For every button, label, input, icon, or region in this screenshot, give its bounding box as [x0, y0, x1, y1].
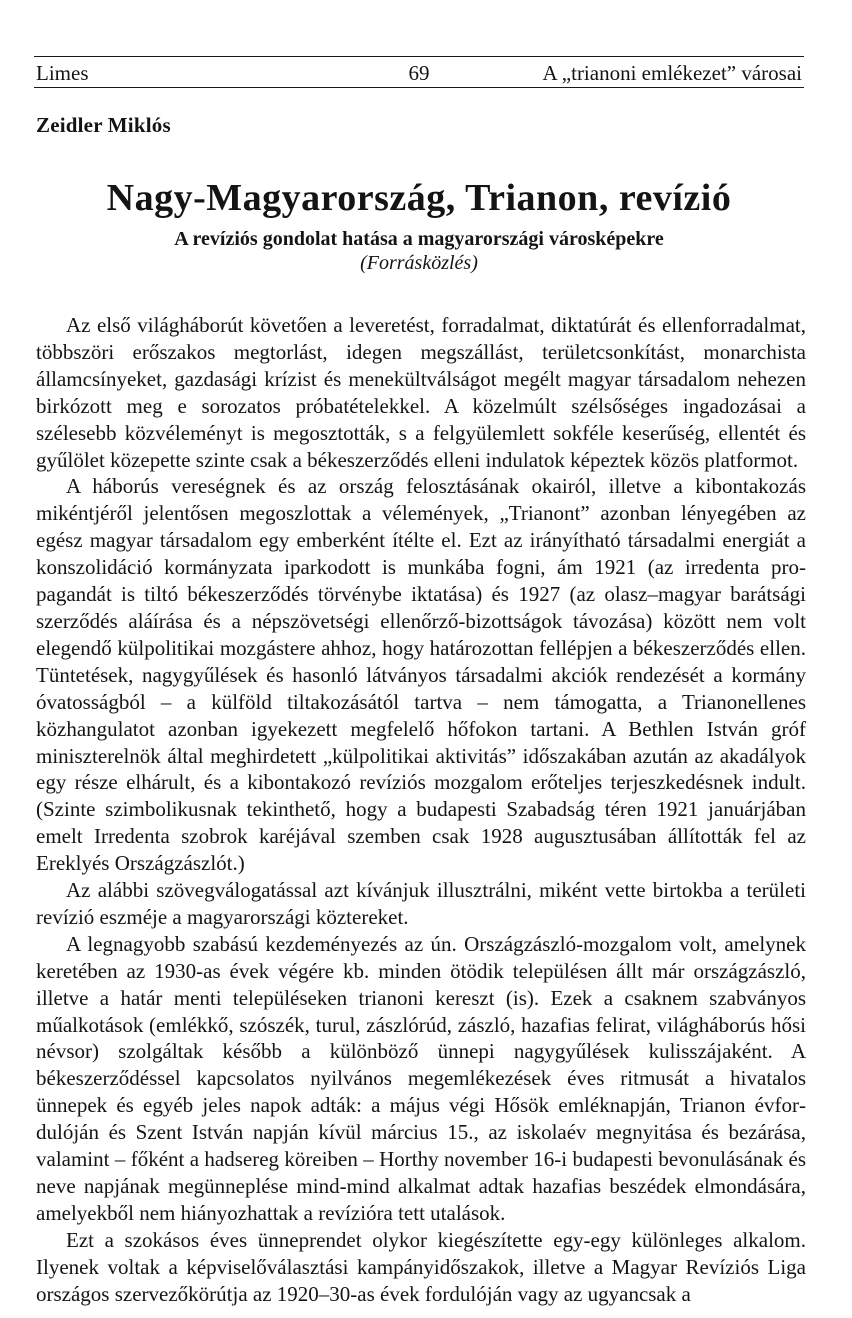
article-title: Nagy-Magyarország, Trianon, revízió [106, 177, 732, 219]
page-number: 69 [408, 61, 430, 85]
body-paragraph: A háborús vereségnek és az ország felosztásának okairól, illetve a kibontakozás mikéntjéről jelentősen megoszlottak a vélemények, „Trianont” azonban lényegében az egész magyar társadalom egy emberként ítélte el. Ezt az irányítható társadalmi energiát a konszolidáció kormányzata iparkodott is munkába fogni, ám 1921 (az irredenta propagandát is tiltó békeszerződés törvénybe iktatása) és 1927 (az olasz–magyar barátsági szerződés aláírása és a népszövetségi ellenőrző-bizottságok távozása) között nem volt elegendő külpolitikai mozgástere ahhoz, hogy határozottan fellépjen a békeszerződés ellen. Tüntetések, nagygyűlések és hasonló látványos társadalmi akciók rendezését a kormány óvatosságból – a külföld tiltakozásától tartva – nem támogatta, a Trianonellenes közhangulatot azonban igyekezett megfelelő hőfokon tartani. A Bethlen István gróf miniszterelnök által meghirdetett „külpolitikai aktivitás” időszakában azután az akadályok egy része elhárult, és a kibontakozó revíziós mozgalom erőteljes terjeszkedésnek indult. (Szinte szimbolikusnak tekinthető, hogy a budapesti Szabadság téren 1921 januárjában emelt Irredenta szobrok karéjával szemben csak 1928 augusztusában állították fel az Ereklyés Országzászlót.) [36, 474, 806, 876]
body-paragraph: Az alábbi szövegválogatással azt kívánjuk illusztrálni, miként vette birtokba a területi revízió eszméje a magyarországi köztereket. [36, 878, 806, 929]
body-paragraph: Az első világháborút követően a leveretést, forradalmat, diktatúrát és ellenforradalmat, többszöri erőszakos megtorlást, idegen megszállást, területcsonkítást, monarchista államcsínyeket, gazdasági krízist és menekültválságot megélt magyar társadalom nehezen birkózott meg e sorozatos próbatételekkel. A közelmúlt szélsőséges ingadozásai a szélesebb közvéleményt is megosztották, s a felgyülemlett sokféle keserűség, ellentét és gyűlölet közepette szinte csak a békeszerződés elleni indulatok képeztek közös platformot. [36, 313, 806, 472]
article-author: Zeidler Miklós [36, 113, 171, 137]
article-subtitle: A revíziós gondolat hatása a magyarországi városképekre [174, 228, 664, 250]
article-genre: (Forrásközlés) [360, 252, 478, 274]
running-header [34, 56, 804, 88]
issue-title: A „trianoni emlékezet” városai [542, 61, 802, 85]
journal-name: Limes [36, 61, 89, 85]
article-body [36, 312, 806, 1308]
body-paragraph: A legnagyobb szabású kezdeményezés az ún. Országzászló-mozgalom volt, amelynek keretében az 1930-as évek végére kb. minden ötödik településen állt már országzászló, illetve a határ menti településeken trianoni kereszt (is). Ezek a csaknem szabványos műalkotások (emlékkő, szószék, turul, zászlórúd, zászló, hazafias felirat, világháborús hősi névsor) szolgáltak később a különböző ünnepi nagygyűlések kulisszájaként. A békeszerződéssel kapcsolatos nyilvános megemlékezések éves ritmusát a hivatalos ünnepek és egyéb jeles napok adták: a május végi Hősök emléknapján, Trianon évfordulóján és Szent István napján kívül március 15., az iskolaév megnyitása és bezárása, valamint – főként a hadsereg köreiben – Horthy november 16-i budapesti bevonulásának és neve napjának megünneplése mind-mind alkalmat adtak hazafias beszédek elmondására, amelyekből nem hiányozhattak a revízióra tett utalások. [36, 931, 806, 1225]
body-paragraph: Ezt a szokásos éves ünneprendet olykor kiegészítette egy-egy különleges alkalom. Ilyenek voltak a képviselőválasztási kampányidőszakok, illetve a Magyar Revíziós Liga országos szervezőkörútja az 1920–30-as évek fordulóján vagy az ugyancsak a [36, 1227, 806, 1306]
